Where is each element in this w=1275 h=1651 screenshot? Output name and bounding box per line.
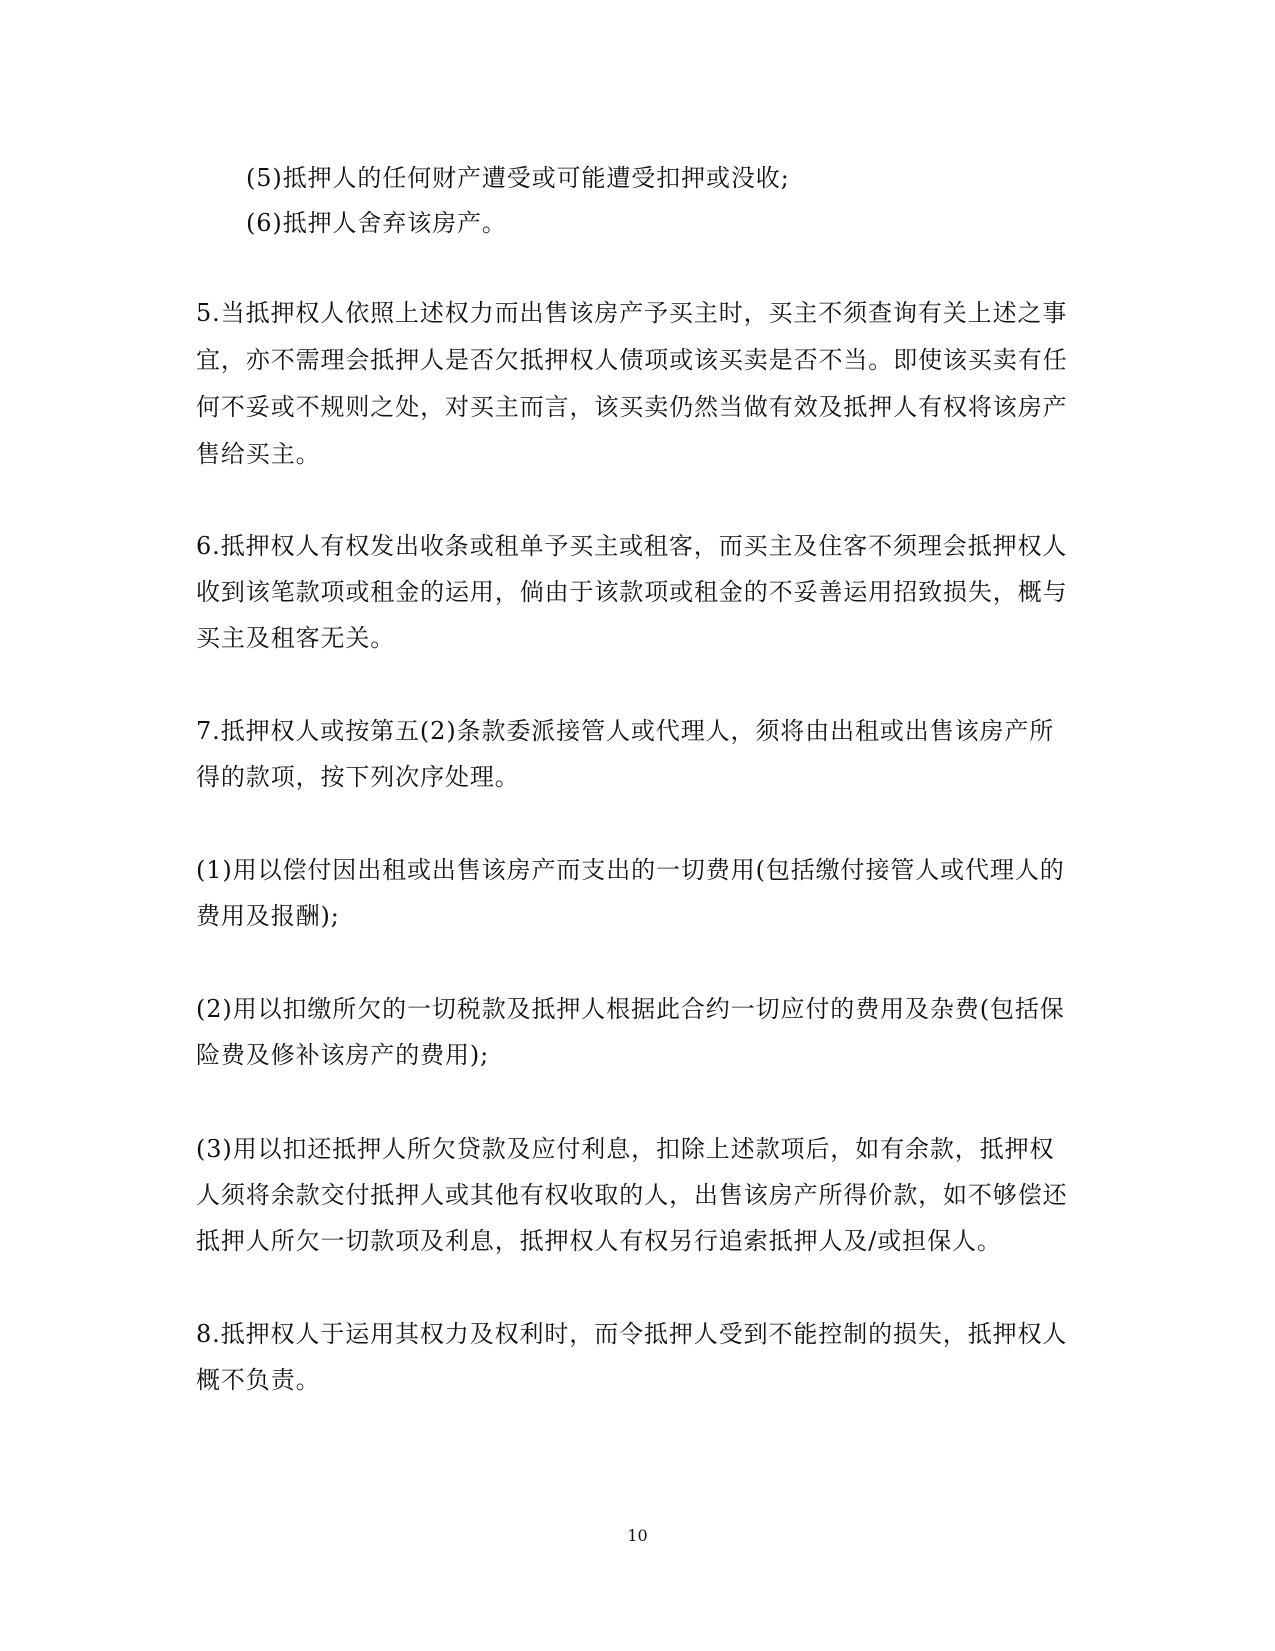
paragraph-clause-5-line-2: 宜，亦不需理会抵押人是否欠抵押权人债项或该买卖是否不当。即使该买卖有任 <box>196 346 1068 374</box>
paragraph-clause-7-1-line-1: (1)用以偿付因出租或出售该房产而支出的一切费用(包括缴付接管人或代理人的 <box>196 856 1065 884</box>
paragraph-clause-7-3-line-2: 人须将余款交付抵押人或其他有权收取的人，出售该房产所得价款，如不够偿还 <box>196 1181 1068 1209</box>
paragraph-clause-7-2-line-1: (2)用以扣缴所欠的一切税款及抵押人根据此合约一切应付的费用及杂费(包括保 <box>196 995 1065 1023</box>
paragraph-clause-6-line-1: 6.抵押权人有权发出收条或租单予买主或租客，而买主及住客不须理会抵押权人 <box>196 532 1068 560</box>
paragraph-item-6-line-1: (6)抵押人舍弃该房产。 <box>246 209 507 237</box>
paragraph-clause-5-line-3: 何不妥或不规则之处，对买主而言，该买卖仍然当做有效及抵押人有权将该房产 <box>196 393 1068 421</box>
paragraph-clause-7-3-line-3: 抵押人所欠一切款项及利息，抵押权人有权另行追索抵押人及/或担保人。 <box>196 1227 1002 1255</box>
paragraph-clause-5-line-1: 5.当抵押权人依照上述权力而出售该房产予买主时，买主不须查询有关上述之事 <box>196 299 1068 327</box>
paragraph-clause-8-line-1: 8.抵押权人于运用其权力及权利时，而令抵押人受到不能控制的损失，抵押权人 <box>196 1320 1068 1348</box>
paragraph-clause-7-1-line-2: 费用及报酬); <box>196 902 340 930</box>
paragraph-clause-7-line-2: 得的款项，按下列次序处理。 <box>196 763 520 791</box>
paragraph-clause-7-3-line-1: (3)用以扣还抵押人所欠贷款及应付利息，扣除上述款项后，如有余款，抵押权 <box>196 1135 1055 1163</box>
paragraph-clause-8-line-2: 概不负责。 <box>196 1366 321 1394</box>
paragraph-clause-6-line-2: 收到该笔款项或租金的运用，倘由于该款项或租金的不妥善运用招致损失，概与 <box>196 578 1068 606</box>
paragraph-clause-7-2-line-2: 险费及修补该房产的费用); <box>196 1041 490 1069</box>
paragraph-item-5-line-1: (5)抵押人的任何财产遭受或可能遭受扣押或没收; <box>246 164 790 192</box>
page-number: 10 <box>627 1526 648 1545</box>
paragraph-clause-6-line-3: 买主及租客无关。 <box>196 624 396 652</box>
paragraph-clause-7-line-1: 7.抵押权人或按第五(2)条款委派接管人或代理人，须将由出租或出售该房产所 <box>196 717 1055 745</box>
paragraph-clause-5-line-4: 售给买主。 <box>196 440 321 468</box>
